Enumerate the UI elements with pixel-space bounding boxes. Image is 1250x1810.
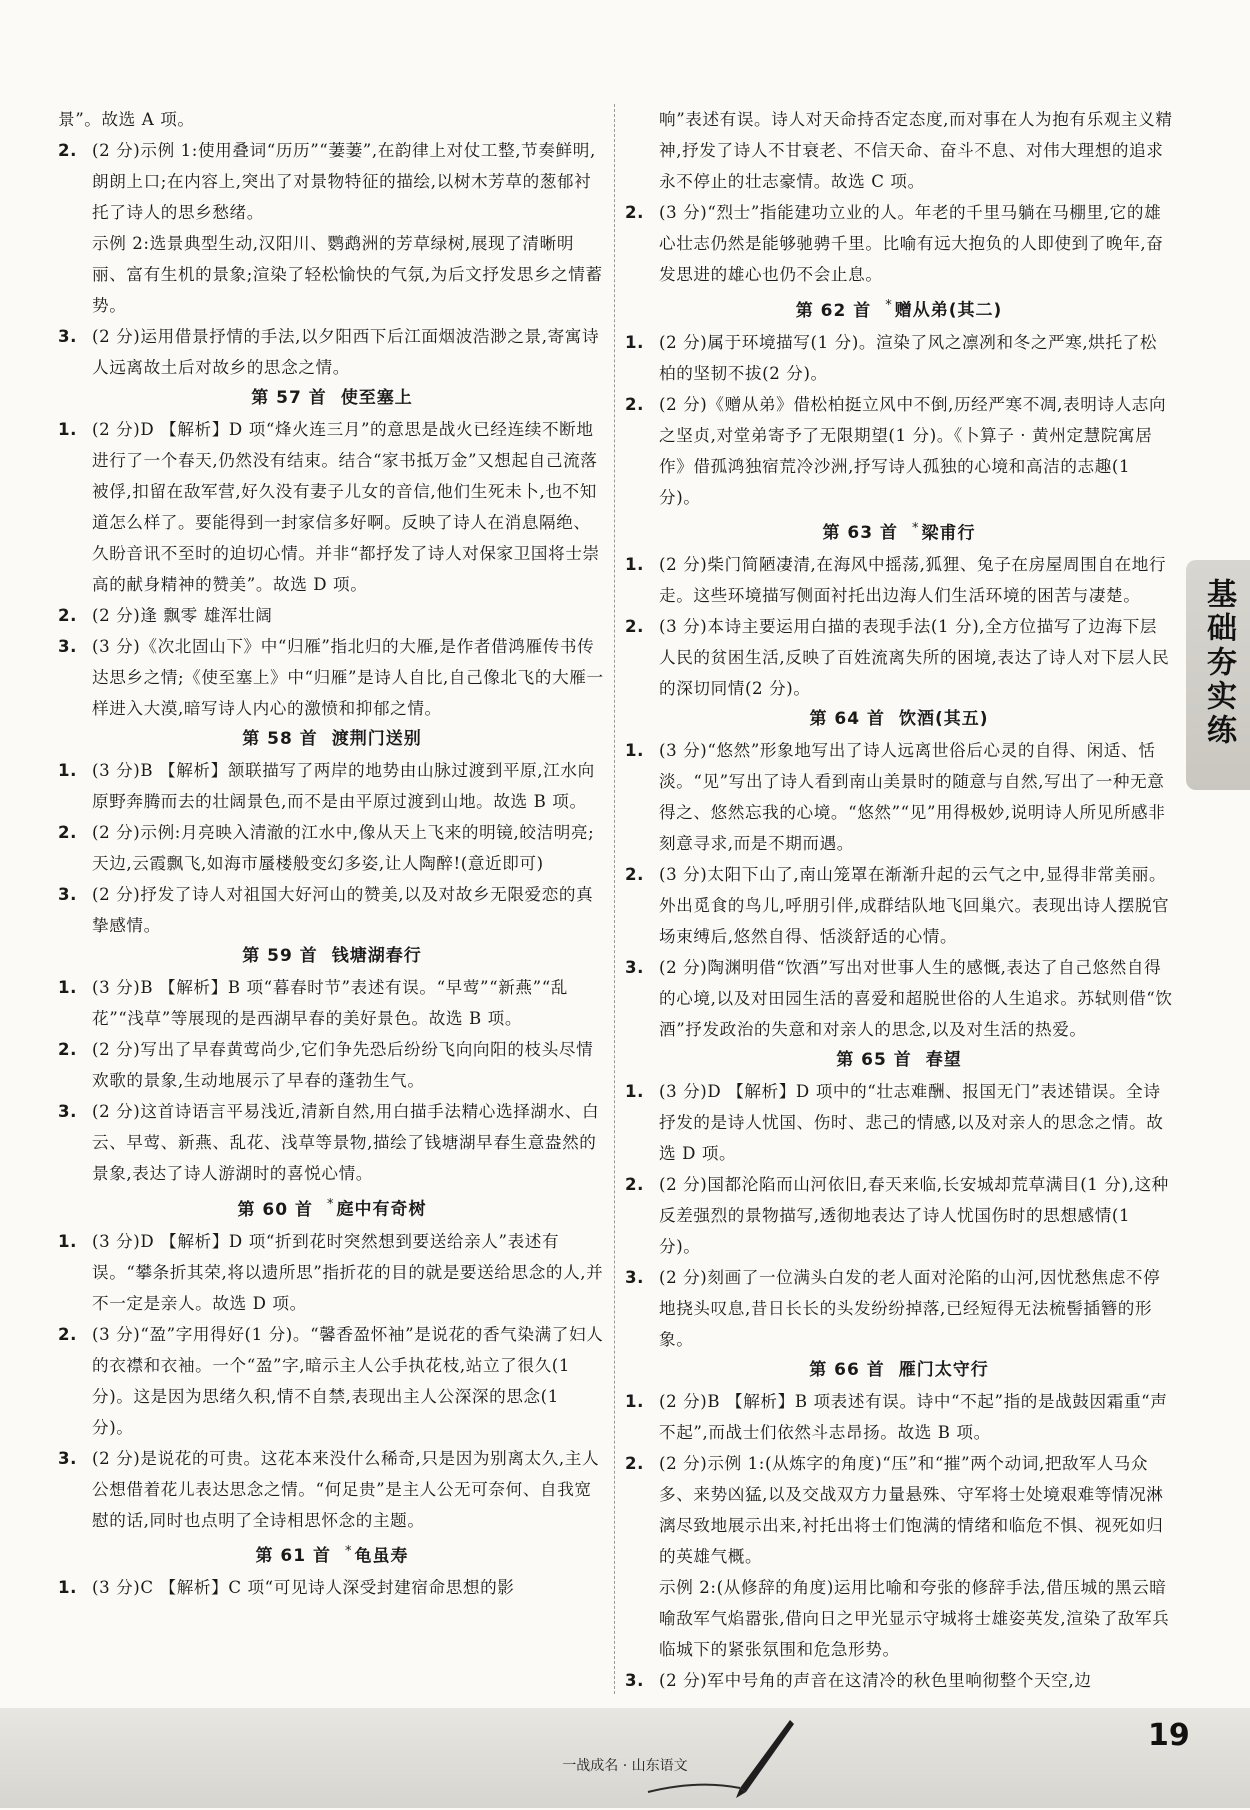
footer-brand-text: 一战成名 · 山东语文 <box>562 1758 688 1774</box>
answer-item: 1. (3 分)C 【解析】C 项“可见诗人深受封建宿命思想的影 <box>58 1578 515 1598</box>
answer-item: 3. (2 分)这首诗语言平易浅近,清新自然,用白描手法精心选择湖水、白云、早莺、新燕、乱花、浅草等景物,描绘了钱塘湖早春生意盎然的景象,表达了诗人游湖时的喜悦心情。 <box>58 1102 600 1183</box>
section-side-tab <box>1186 560 1250 790</box>
answer-item: 3. (2 分)刻画了一位满头白发的老人面对沦陷的山河,因忧愁焦虑不停地挠头叹息,昔日长长的头发纷纷掉落,已经短得无法梳髻插簪的形象。 <box>625 1268 1161 1350</box>
answer-item: 1. (3 分)D 【解析】D 项中的“壮志难酬、报国无门”表述错误。全诗抒发的是诗人忧国、伤时、悲己的情感,以及对亲人的思念之情。故选 D 项。 <box>625 1082 1164 1164</box>
right-column <box>625 104 1173 1694</box>
extension-star-icon: * <box>912 520 920 536</box>
answer-example: 示例 2:(从修辞的角度)运用比喻和夸张的修辞手法,借压城的黑云暗喻敌军气焰嚣张,借向日之甲光显示守城将士雄姿英发,渲染了敌军兵临城下的紧张氛围和危急形势。 <box>659 1578 1170 1660</box>
answer-item: 2. (2 分)示例:月亮映入清澈的江水中,像从天上飞来的明镜,皎洁明亮;天边,云霞飘飞,如海市蜃楼般变幻多姿,让人陶醉!(意近即可) <box>58 823 595 873</box>
answer-item: 2. (3 分)本诗主要运用白描的表现手法(1 分),全方位描写了边海下层人民的贫困生活,反映了百姓流离失所的困境,表达了诗人对下层人民的深切同情(2 分)。 <box>625 617 1170 699</box>
answer-item: 2. (3 分)太阳下山了,南山笼罩在渐渐升起的云气之中,显得非常美丽。外出觅食的鸟儿,呼朋引伴,成群结队地飞回巢穴。表现出诗人摆脱官场束缚后,悠然自得、恬淡舒适的心情。 <box>625 865 1170 947</box>
poem-heading: 第 61 首 * 龟虽寿 <box>255 1543 409 1567</box>
extension-star-icon: * <box>885 298 893 313</box>
answer-item: 1. (3 分)B 【解析】B 项“暮春时节”表述有误。“早莺”“新燕”“乱花”“浅草”等展现的是西湖早春的美好景色。故选 B 项。 <box>58 978 568 1028</box>
answer-item: 2. (2 分)国都沦陷而山河依旧,春天来临,长安城却荒草满目(1 分),这种反差强烈的景物描写,透彻地表达了诗人忧国伤时的思想感情(1 分)。 <box>625 1175 1169 1257</box>
answer-item: 1. (2 分)柴门简陋凄清,在海风中摇荡,狐狸、兔子在房屋周围自在地行走。这些环境描写侧面衬托出边海人们生活环境的困苦与凄楚。 <box>625 555 1167 606</box>
poem-heading: 第 63 首 * 梁甫行 <box>822 520 976 544</box>
continued-text: 景”。故选 A 项。 <box>58 110 195 129</box>
answer-item: 2. (2 分)《赠从弟》借松柏挺立风中不倒,历经严寒不凋,表明诗人志向之坚贞,对堂弟寄予了无限期望(1 分)。《卜算子 · 黄州定慧院寓居作》借孤鸿独宿荒冷沙洲,抒写诗人孤独的心境和高洁的志趣(1 分)。 <box>625 394 1167 507</box>
poem-heading: 第 58 首 渡荆门送别 <box>242 729 422 749</box>
answer-item: 3. (2 分)运用借景抒情的手法,以夕阳西下后江面烟波浩渺之景,寄寓诗人远离故土后对故乡的思念之情。 <box>58 327 600 377</box>
left-column <box>58 104 606 1694</box>
answer-example: 示例 2:选景典型生动,汉阳川、鹦鹉洲的芳草绿树,展现了清晰明丽、富有生机的景象;渲染了轻松愉快的气氛,为后文抒发思乡之情蓄势。 <box>92 234 603 315</box>
extension-star-icon: * <box>345 1543 353 1559</box>
poem-heading: 第 59 首 钱塘湖春行 <box>242 946 422 966</box>
answer-item: 2. (3 分)“盈”字用得好(1 分)。“馨香盈怀袖”是说花的香气染满了妇人的衣襟和衣袖。一个“盈”字,暗示主人公手执花枝,站立了很久(1 分)。这是因为思绪久积,情不自禁,表现出主人公深深的思念(1 分)。 <box>58 1324 604 1437</box>
column-divider <box>614 104 616 1694</box>
answer-item: 1. (2 分)属于环境描写(1 分)。渲染了风之凛冽和冬之严寒,烘托了松柏的坚韧不拔(2 分)。 <box>625 332 1158 383</box>
answer-item: 3. (2 分)抒发了诗人对祖国大好河山的赞美,以及对故乡无限爱恋的真挚感情。 <box>58 885 594 935</box>
section-side-tab-label: 基础夯实练 <box>1201 578 1236 748</box>
continued-text: 响”表述有误。诗人对天命持否定态度,而对事在人为抱有乐观主义精神,抒发了诗人不甘衰老、不信天命、奋斗不息、对伟大理想的追求永不停止的壮志豪情。故选 C 项。 <box>659 110 1173 191</box>
answer-item: 1. (2 分)D 【解析】D 项“烽火连三月”的意思是战火已经连续不断地进行了一个春天,仍然没有结束。结合“家书抵万金”又想起自己流落被俘,扣留在敌军营,好久没有妻子儿女的音信,他们生死未卜,也不知道怎么样了。要能得到一封家信多好啊。反映了诗人在消息隔绝、久盼音讯不至时的迫切心情。并非“都抒发了诗人对保家卫国将士崇高的献身精神的赞美”。故选 D 项。 <box>58 420 600 594</box>
page-number: 19 <box>1148 1718 1190 1753</box>
answer-item: 1. (2 分)B 【解析】B 项表述有误。诗中“不起”指的是战鼓因霜重“声不起”,而战士们依然斗志昂扬。故选 B 项。 <box>625 1392 1168 1443</box>
answer-item: 3. (3 分)《次北固山下》中“归雁”指北归的大雁,是作者借鸿雁传书传达思乡之情;《使至塞上》中“归雁”是诗人自比,自己像北飞的大雁一样进入大漠,暗写诗人内心的激愤和抑郁之情。 <box>58 637 604 718</box>
answer-item: 3. (2 分)陶渊明借“饮酒”写出对世事人生的感慨,表达了自己悠然自得的心境,以及对田园生活的喜爱和超脱世俗的人生追求。苏轼则借“饮酒”抒发政治的失意和对亲人的思念,以及对生活的热爱。 <box>625 958 1173 1040</box>
answer-item: 2. (2 分)写出了早春黄莺尚少,它们争先恐后纷纷飞向向阳的枝头尽情欢歌的景象,生动地展示了早春的蓬勃生气。 <box>58 1040 594 1090</box>
answer-item: 1. (3 分)“悠然”形象地写出了诗人远离世俗后心灵的自得、闲适、恬淡。“见”写出了诗人看到南山美景时的随意与自然,写出了一种无意得之、悠然忘我的心境。“悠然”“见”用得极妙,说明诗人所见所感非刻意寻求,而是不期而遇。 <box>625 741 1166 854</box>
answer-item: 1. (3 分)D 【解析】D 项“折到花时突然想到要送给亲人”表述有误。“攀条折其荣,将以遗所思”指折花的目的就是要送给思念的人,并不一定是亲人。故选 D 项。 <box>58 1231 604 1313</box>
poem-heading: 第 62 首 * 赠从弟(其二) <box>795 298 1003 321</box>
poem-heading: 第 57 首 使至塞上 <box>251 388 413 408</box>
extension-star-icon: * <box>327 1197 335 1212</box>
poem-heading: 第 66 首 雁门太守行 <box>809 1360 989 1381</box>
answer-item: 2. (2 分)示例 1:使用叠词“历历”“萋萋”,在韵律上对仗工整,节奏鲜明,朗朗上口;在内容上,突出了对景物特征的描绘,以树木芳草的葱郁衬托了诗人的思乡愁绪。 <box>58 141 596 222</box>
answer-item: 2. (2 分)示例 1:(从炼字的角度)“压”和“摧”两个动词,把敌军人马众多、来势凶猛,以及交战双方力量悬殊、守军将士处境艰难等情况淋漓尽致地展示出来,衬托出将士们饱满的情绪和临危不惧、视死如归的英雄气概。 <box>625 1454 1164 1567</box>
poem-heading: 第 60 首 * 庭中有奇树 <box>237 1197 427 1220</box>
answer-item: 3. (2 分)是说花的可贵。这花本来没什么稀奇,只是因为别离太久,主人公想借着花儿表达思念之情。“何足贵”是主人公无可奈何、自我宽慰的话,同时也点明了全诗相思怀念的主题。 <box>58 1448 600 1530</box>
answer-item: 1. (3 分)B 【解析】颔联描写了两岸的地势由山脉过渡到平原,江水向原野奔腾而去的壮阔景色,而不是由平原过渡到山地。故选 B 项。 <box>58 761 595 811</box>
answer-item: 2. (2 分)逢 飘零 雄浑壮阔 <box>58 606 273 625</box>
answer-item: 3. (2 分)军中号角的声音在这清冷的秋色里响彻整个天空,边 <box>625 1671 1092 1691</box>
poem-heading: 第 64 首 饮酒(其五) <box>809 709 989 730</box>
poem-heading: 第 65 首 春望 <box>836 1050 962 1071</box>
answer-item: 2. (3 分)“烈士”指能建功立业的人。年老的千里马躺在马棚里,它的雄心壮志仍然是能够驰骋千里。比喻有远大抱负的人即使到了晚年,奋发思进的雄心也仍不会止息。 <box>625 203 1164 284</box>
